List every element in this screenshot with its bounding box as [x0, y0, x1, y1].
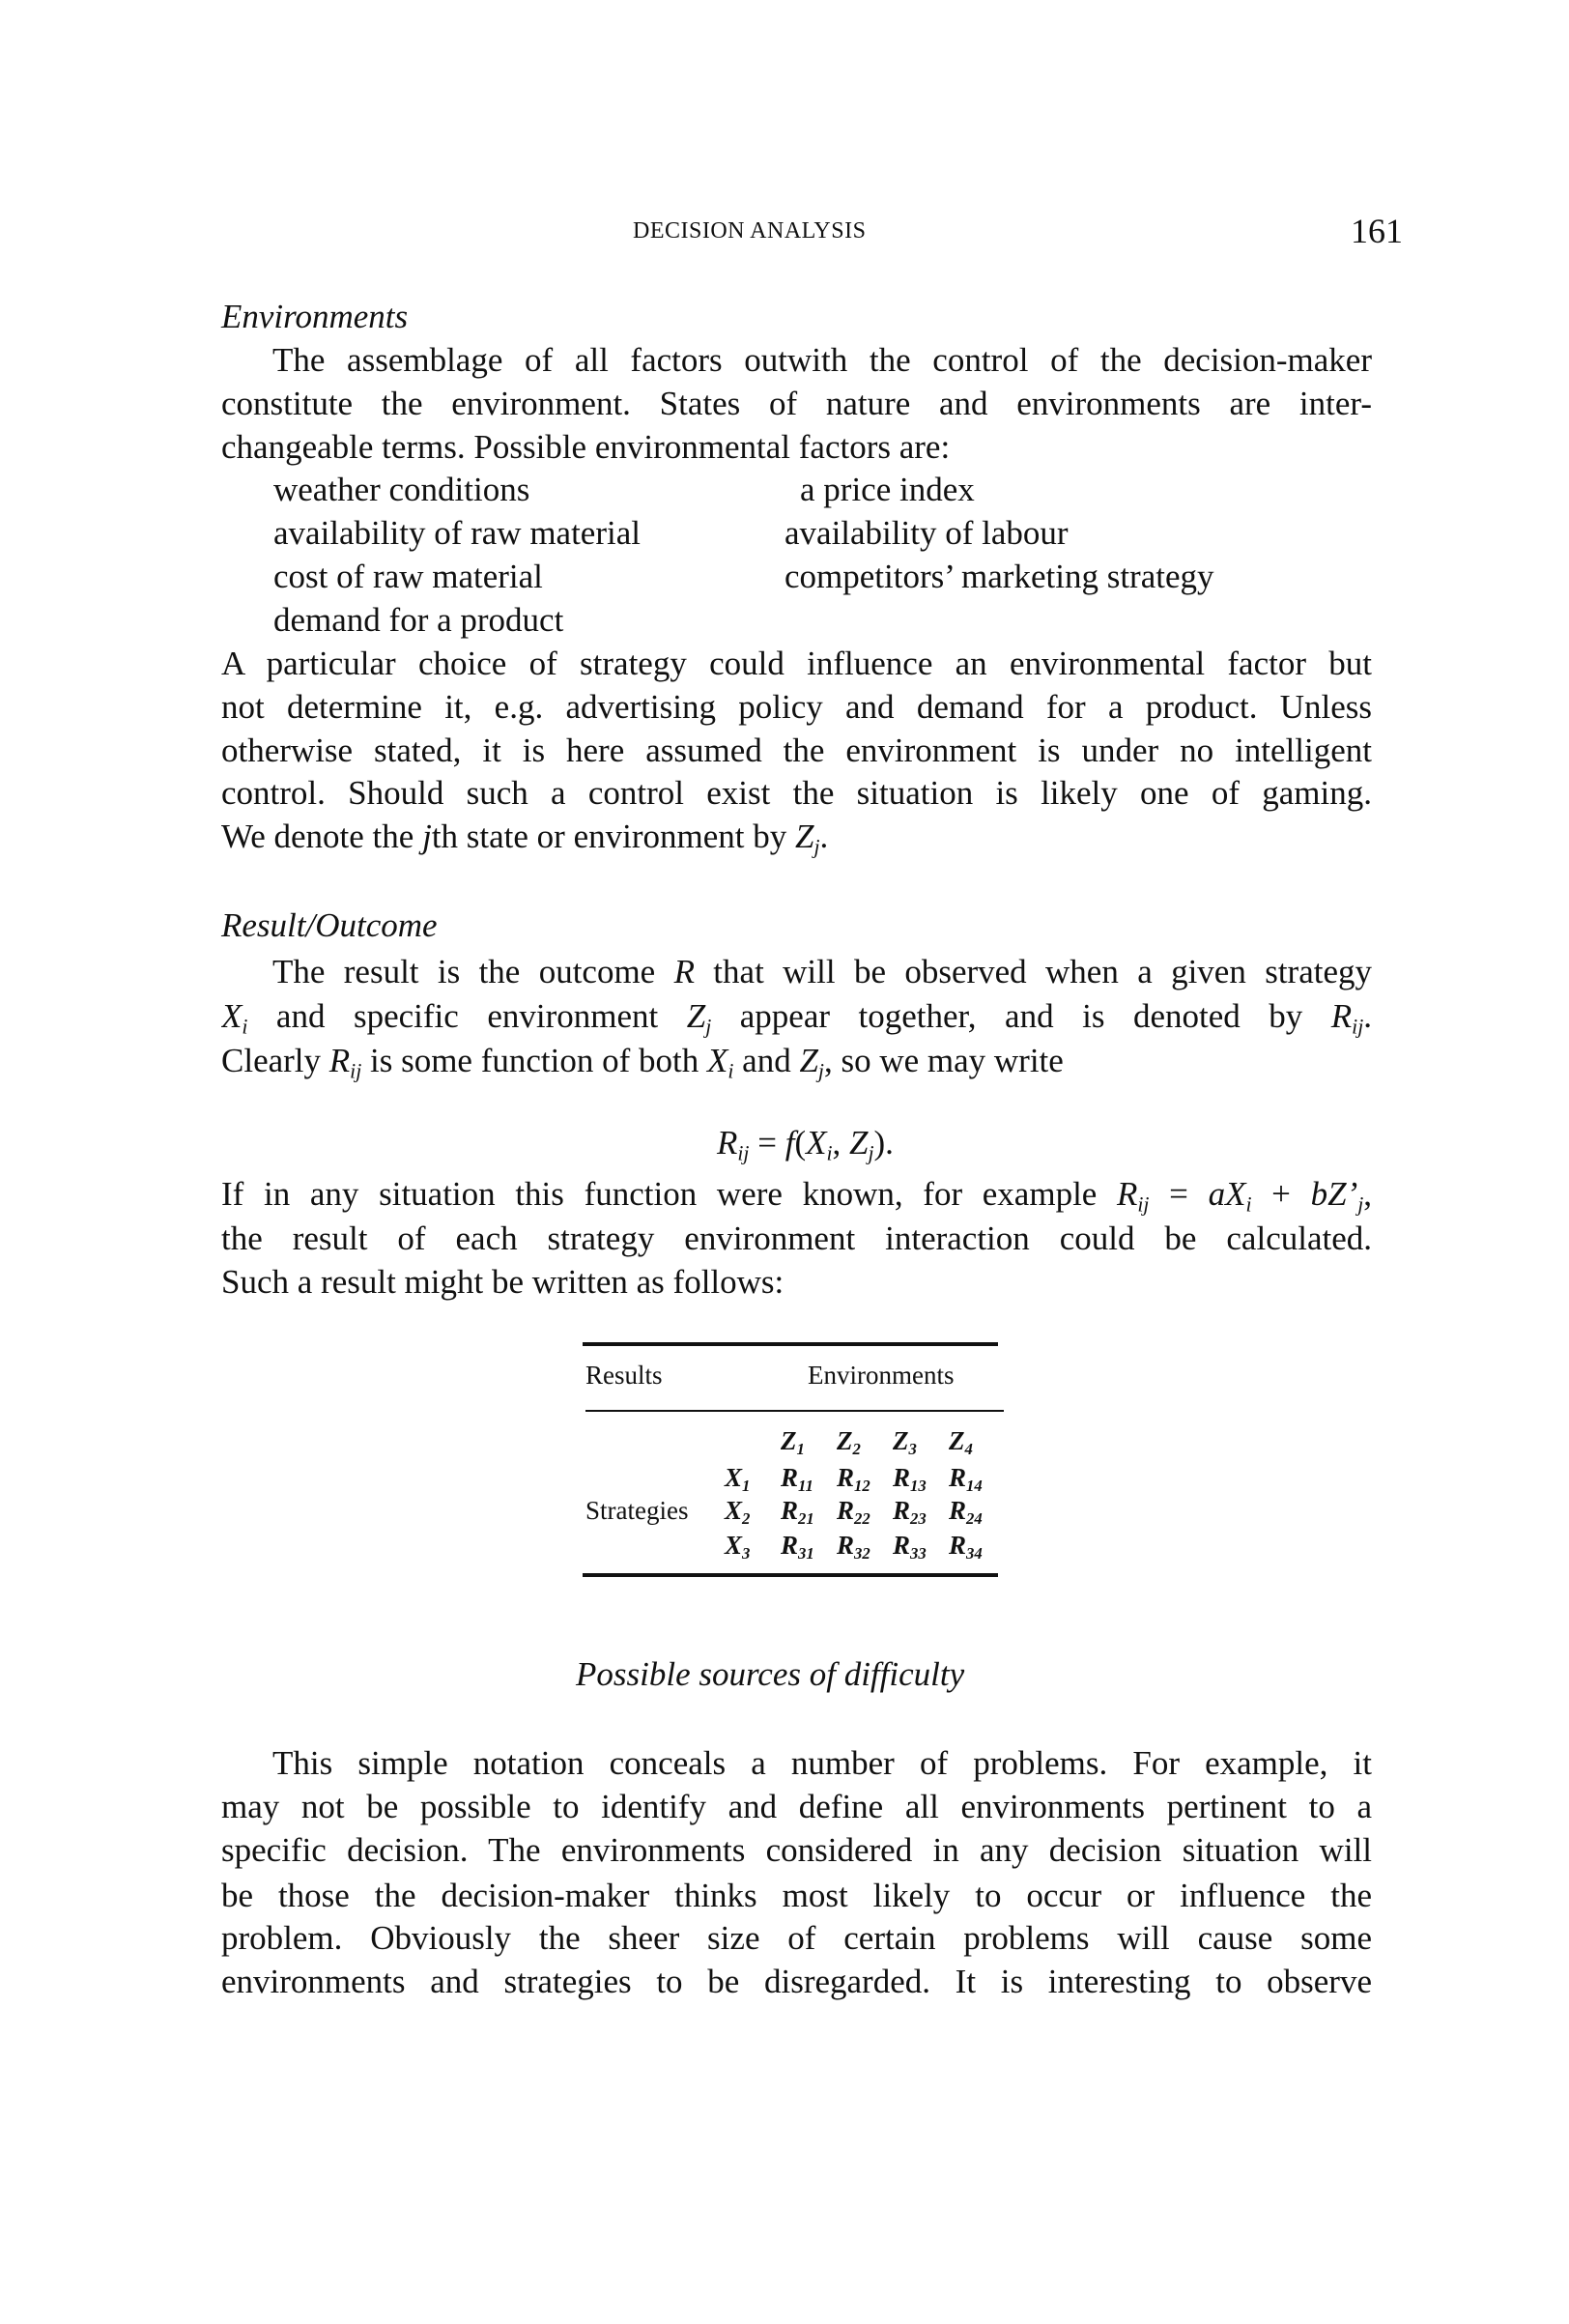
text-run: be those the decision-maker thinks most likely to occur or influence the: [221, 1877, 1372, 1914]
text-line: [273, 556, 543, 598]
symbol: R: [781, 1463, 799, 1492]
table-top-rule: [583, 1342, 998, 1346]
text-run: appear together, and is denoted by: [711, 997, 1331, 1035]
table-cell: [781, 1496, 814, 1529]
text-run: f: [784, 1124, 795, 1162]
table-header-environments: Environments: [808, 1361, 955, 1390]
running-header: DECISION ANALYSIS: [633, 218, 867, 244]
text-line: [221, 1961, 1372, 2003]
table-cell: [949, 1463, 983, 1496]
symbol: Z: [837, 1426, 853, 1455]
text-run: Environments: [221, 298, 409, 335]
subscript: 1: [742, 1477, 751, 1496]
subscript: 23: [910, 1509, 927, 1529]
page-number: 161: [1351, 212, 1403, 250]
text-run: specific decision. The environments considered in any decision situation will: [221, 1831, 1372, 1869]
subscript: 3: [742, 1544, 751, 1564]
symbol: R: [837, 1531, 855, 1560]
text-run: R: [673, 953, 695, 990]
text-run: aX: [1208, 1175, 1246, 1213]
text-line: [221, 1218, 1372, 1260]
symbol: R: [781, 1531, 799, 1560]
text-run: control. Should such a control exist the situation is likely one of gaming.: [221, 774, 1372, 812]
subscript: j: [817, 1059, 824, 1083]
text-line: [221, 816, 828, 858]
text-run: R: [1330, 997, 1353, 1035]
table-row-label-strategies: Strategies: [585, 1496, 689, 1525]
text-line: [221, 296, 408, 338]
text-run: .: [819, 818, 829, 855]
text-run: availability of raw material: [273, 514, 641, 552]
text-run: =: [1149, 1175, 1209, 1213]
symbol: R: [949, 1496, 967, 1525]
text-run: availability of labour: [784, 514, 1069, 552]
symbol: X: [725, 1463, 743, 1492]
text-run: Clearly: [221, 1042, 329, 1079]
text-run: otherwise stated, it is here assumed the environment is under no intelligent: [221, 732, 1372, 769]
text-run: (: [794, 1124, 807, 1162]
subscript: 13: [910, 1477, 927, 1496]
subscript: 21: [798, 1509, 814, 1529]
symbol: R: [781, 1496, 799, 1525]
text-run: This simple notation conceals a number of problems. For example, it: [272, 1744, 1372, 1782]
text-line: [272, 339, 1372, 382]
table-env-header: [893, 1426, 917, 1459]
text-run: th state or environment by: [431, 818, 795, 855]
text-run: R: [717, 1124, 738, 1162]
subscript: ij: [350, 1059, 362, 1083]
text-line: [784, 556, 1214, 598]
text-run: a price index: [800, 471, 975, 508]
text-run: Z: [794, 818, 814, 855]
symbol: R: [837, 1463, 855, 1492]
table-cell: [949, 1531, 983, 1564]
text-line: [784, 512, 1069, 555]
text-run: may not be possible to identify and define all environments pertinent to a: [221, 1788, 1372, 1825]
text-run: +: [1251, 1175, 1311, 1213]
table-cell: [837, 1463, 870, 1496]
text-line: [221, 904, 438, 947]
text-run: R: [328, 1042, 351, 1079]
text-run: not determine it, e.g. advertising policy and demand for a product. Unless: [221, 688, 1372, 726]
text-run: X: [221, 997, 242, 1035]
table-cell: [837, 1496, 870, 1529]
subscript: 14: [966, 1477, 983, 1496]
text-run: demand for a product: [273, 601, 564, 639]
text-run: , so we may write: [823, 1042, 1064, 1079]
text-line: [800, 469, 975, 511]
text-run: =: [749, 1124, 785, 1162]
table-header-results: Results: [585, 1361, 663, 1390]
subscript: j: [705, 1015, 712, 1038]
text-line: [221, 772, 1372, 815]
subscript: j: [813, 835, 820, 859]
text-run: and specific environment: [247, 997, 687, 1035]
text-run: changeable terms. Possible environmental factors are:: [221, 428, 951, 466]
table-cell: [781, 1531, 814, 1564]
symbol: R: [893, 1531, 911, 1560]
text-run: Such a result might be written as follows:: [221, 1263, 784, 1301]
text-line: [273, 469, 529, 511]
text-line: [221, 995, 1372, 1038]
subscript: 12: [854, 1477, 870, 1496]
symbol: Z: [893, 1426, 909, 1455]
text-line: [221, 1173, 1372, 1216]
text-line: [272, 951, 1372, 993]
text-run: Z: [686, 997, 706, 1035]
table-strategy-label: [725, 1463, 751, 1496]
symbol: R: [949, 1531, 967, 1560]
subscript: i: [826, 1141, 833, 1165]
text-run: j: [422, 818, 432, 855]
text-run: weather conditions: [273, 471, 530, 508]
table-bottom-rule: [583, 1573, 998, 1577]
text-run: X: [706, 1042, 728, 1079]
text-run: environments and strategies to be disregarded. It is interesting to observe: [221, 1963, 1372, 2000]
text-run: ).: [873, 1124, 894, 1162]
subscript: ij: [737, 1141, 750, 1165]
text-line: [576, 1653, 964, 1696]
text-run: If in any situation this function were known, for example: [221, 1175, 1118, 1213]
text-line: [221, 686, 1372, 729]
text-line: [221, 1040, 1064, 1082]
text-run: Z: [799, 1042, 818, 1079]
text-line: [221, 1875, 1372, 1917]
table-cell: [893, 1531, 927, 1564]
text-run: The assemblage of all factors outwith the control of the decision-maker: [272, 341, 1372, 379]
text-run: that will be observed when a given strategy: [694, 953, 1372, 990]
table-cell: [893, 1496, 927, 1529]
subscript: i: [727, 1059, 734, 1083]
text-line: [717, 1122, 894, 1164]
symbol: X: [725, 1496, 743, 1525]
text-run: Result/Outcome: [221, 906, 438, 944]
text-line: [221, 426, 950, 469]
symbol: R: [949, 1463, 967, 1492]
subscript: j: [868, 1141, 874, 1165]
text-run: competitors’ marketing strategy: [784, 558, 1214, 595]
text-run: X: [806, 1124, 827, 1162]
table-cell: [781, 1463, 813, 1496]
text-run: the result of each strategy environment interaction could be calculated.: [221, 1219, 1372, 1257]
text-run: ,: [1363, 1175, 1372, 1213]
subscript: 11: [798, 1477, 813, 1496]
text-run: bZ’: [1310, 1175, 1358, 1213]
table-strategy-label: [725, 1531, 751, 1564]
subscript: 22: [854, 1509, 870, 1529]
text-run: The result is the outcome: [272, 953, 674, 990]
table-env-header: [949, 1426, 973, 1459]
subscript: 32: [854, 1544, 870, 1564]
subscript: 33: [910, 1544, 927, 1564]
text-run: We denote the: [221, 818, 423, 855]
text-line: [221, 730, 1372, 772]
text-run: is some function of both: [361, 1042, 707, 1079]
subscript: j: [1357, 1192, 1364, 1216]
table-strategy-label: [725, 1496, 751, 1529]
subscript: 24: [966, 1509, 983, 1529]
text-run: A particular choice of strategy could influence an environmental factor but: [221, 645, 1372, 682]
subscript: i: [242, 1015, 248, 1038]
table-cell: [893, 1463, 927, 1496]
symbol: R: [893, 1463, 911, 1492]
text-line: [273, 599, 563, 642]
text-run: Z: [849, 1124, 869, 1162]
text-line: [221, 1917, 1372, 1960]
table-mid-rule: [585, 1410, 1004, 1412]
text-line: [273, 512, 641, 555]
subscript: i: [1245, 1192, 1252, 1216]
symbol: Z: [781, 1426, 797, 1455]
subscript: 2: [852, 1440, 861, 1459]
symbol: X: [725, 1531, 743, 1560]
symbol: R: [893, 1496, 911, 1525]
text-run: .: [1363, 997, 1372, 1035]
subscript: 31: [798, 1544, 814, 1564]
subscript: 1: [796, 1440, 805, 1459]
subscript: ij: [1137, 1192, 1150, 1216]
text-run: cost of raw material: [273, 558, 543, 595]
text-run: constitute the environment. States of nature and environments are inter-: [221, 385, 1372, 422]
table-cell: [949, 1496, 983, 1529]
text-line: [272, 1742, 1372, 1785]
subscript: 4: [964, 1440, 973, 1459]
text-run: R: [1117, 1175, 1138, 1213]
text-line: [221, 1829, 1372, 1872]
subscript: 2: [742, 1509, 751, 1529]
table-env-header: [837, 1426, 861, 1459]
text-line: [221, 643, 1372, 685]
text-run: and: [733, 1042, 800, 1079]
text-line: [221, 383, 1372, 425]
text-run: problem. Obviously the sheer size of certain problems will cause some: [221, 1919, 1372, 1957]
text-run: ,: [832, 1124, 850, 1162]
subscript: 3: [908, 1440, 917, 1459]
symbol: R: [837, 1496, 855, 1525]
text-line: [221, 1786, 1372, 1828]
text-run: Possible sources of difficulty: [576, 1655, 965, 1693]
table-cell: [837, 1531, 870, 1564]
table-env-header: [781, 1426, 805, 1459]
symbol: Z: [949, 1426, 965, 1455]
text-line: [221, 1261, 784, 1304]
subscript: ij: [1352, 1015, 1364, 1038]
subscript: 34: [966, 1544, 983, 1564]
